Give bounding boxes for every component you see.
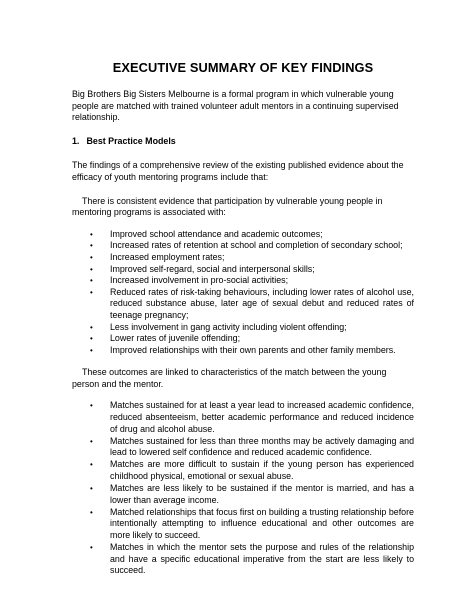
list-item [72,322,414,334]
outcomes-paragraph: These outcomes are linked to characteristics of the match between the young person and the mentor. [72,367,387,389]
list-item [72,264,414,276]
section-number: 1. [72,135,80,146]
bullet-icon: • [90,543,93,553]
bullet-icon: • [90,229,93,239]
bullet-icon: • [90,460,93,470]
list-item [72,345,414,357]
bullet-icon: • [90,276,93,286]
list-item-text: Increased involvement in pro-social activities; [110,275,289,286]
list-item-text: Increased employment rates; [110,251,225,262]
list-item-text: Matches sustained for at least a year lead to increased academic confidence, reduced absenteeism, better academic performance and reduced incidence of drug and alcohol abuse. [110,400,414,434]
list-item [72,275,414,287]
bullet-icon: • [90,345,93,355]
list-item-text: Increased rates of retention at school and completion of secondary school; [110,240,403,251]
bullet-icon: • [90,264,93,274]
list-item-text: Less involvement in gang activity including violent offending; [110,321,347,332]
list-item-text: Reduced rates of risk-taking behaviours, including lower rates of alcohol use, reduced substance abuse, later age of sexual debut and reduced rates of teenage pregnancy; [110,286,414,320]
list-item-text: Matches are less likely to be sustained if the mentor is married, and has a lower than average income. [110,483,414,505]
bullet-icon: • [90,484,93,494]
section-heading-text: Best Practice Models [86,135,176,146]
bullet-icon: • [90,287,93,297]
bullet-icon: • [90,436,93,446]
list-item-text: Improved school attendance and academic outcomes; [110,228,323,239]
page-title: EXECUTIVE SUMMARY OF KEY FINDINGS [112,60,374,75]
list-item-text: Matches sustained for less than three months may be actively damaging and lead to lowered self confidence and reduced academic confidence. [110,435,414,458]
bullet-icon: • [90,252,93,262]
list-item [72,229,414,241]
list-item-text: Lower rates of juvenile offending; [110,333,241,344]
list-item [72,287,414,322]
list-item [72,459,414,482]
list-item [72,542,414,577]
list-item-text: Matches are more difficult to sustain if the young person has experienced childhood physical, emotional or sexual abuse. [110,459,414,482]
list-item [72,436,414,459]
list-item-text: Improved self-regard, social and interpersonal skills; [110,263,315,274]
intro-paragraph: Big Brothers Big Sisters Melbourne is a formal program in which vulnerable young people are matched with trained volunteer adult mentors in a continuing supervised relationship. [72,89,399,123]
list-item [72,483,414,506]
list-item [72,333,414,345]
list-item-text: Matches in which the mentor sets the purpose and rules of the relationship and have a specific educational imperative from the start are less likely to succeed. [110,542,414,576]
evidence-paragraph: There is consistent evidence that participation by vulnerable young people in mentoring programs is associated with: [72,195,383,218]
evidence-list [72,229,414,357]
bullet-icon: • [90,322,93,332]
list-item [72,252,414,264]
section-heading [72,136,414,148]
bullet-icon: • [90,334,93,344]
list-item-text: Improved relationships with their own parents and other family members. [110,344,396,355]
list-item [72,240,414,252]
bullet-icon: • [90,241,93,251]
list-item [72,400,414,435]
list-item [72,507,414,542]
findings-paragraph: The findings of a comprehensive review of the existing published evidence about the efficacy of youth mentoring programs include that: [72,160,404,182]
bullet-icon: • [90,401,93,411]
list-item-text: Matched relationships that focus first on building a trusting relationship before intentionally attempting to influence educational and other outcomes are more likely to succeed. [110,506,414,540]
match-characteristics-list [72,400,414,576]
bullet-icon: • [90,507,93,517]
